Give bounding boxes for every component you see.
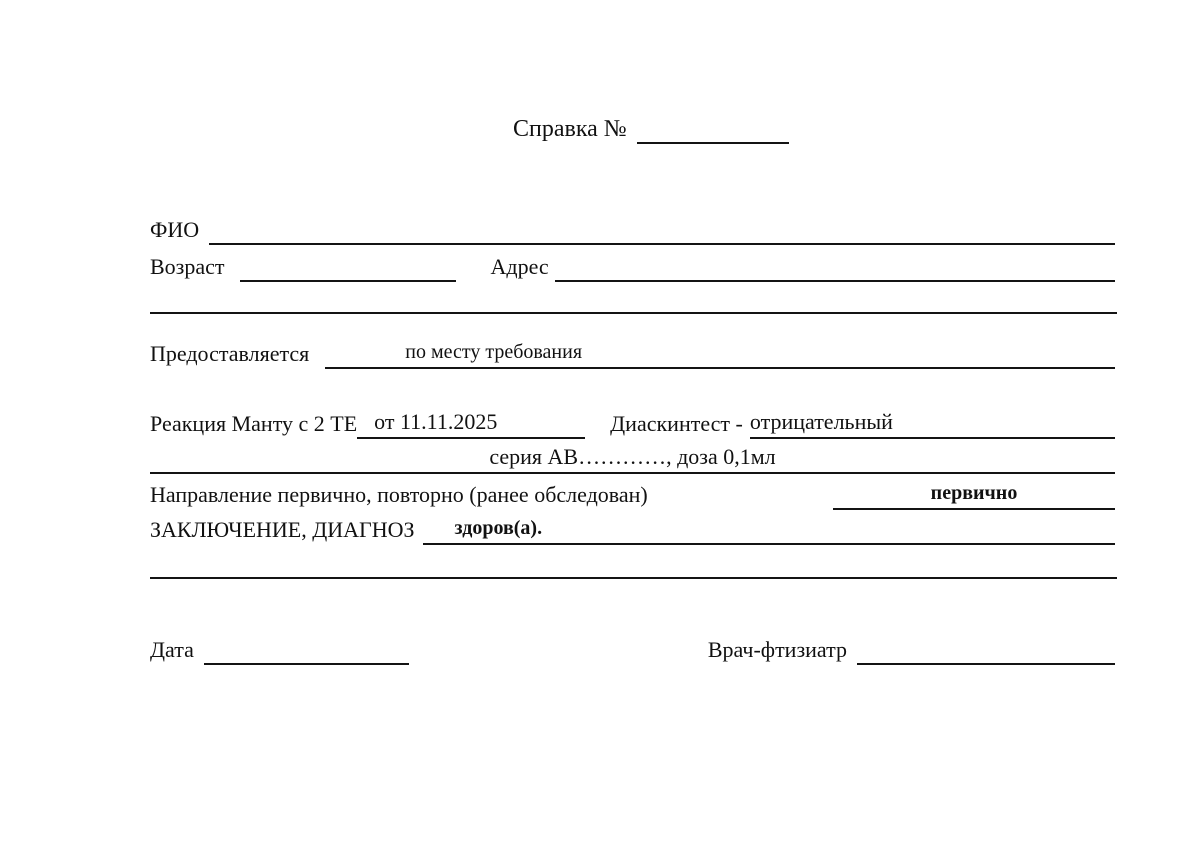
age-address-row xyxy=(150,252,1115,282)
referral-value: первично xyxy=(930,482,1018,504)
referral-line xyxy=(833,477,1115,510)
conclusion-line xyxy=(423,512,1115,545)
age-blank-line xyxy=(240,280,456,282)
doctor-signature-blank-line xyxy=(857,663,1115,665)
referral-label: Направление первично, повторно (ранее обследован) xyxy=(150,482,648,507)
date-blank-line xyxy=(204,663,409,665)
conclusion-continuation-blank-line xyxy=(150,577,1117,579)
series-row xyxy=(150,442,1115,474)
fio-label: ФИО xyxy=(150,217,200,242)
fio-blank-line xyxy=(209,243,1115,245)
referral-row xyxy=(150,477,1115,510)
age-label: Возраст xyxy=(150,254,225,279)
date-label: Дата xyxy=(150,637,194,662)
provided-label: Предоставляется xyxy=(150,341,310,366)
certificate-number-blank-line xyxy=(637,142,789,144)
series-dose-value: серия АВ…………, доза 0,1мл xyxy=(489,444,776,469)
document-title: Справка № xyxy=(513,116,627,142)
provided-value: по месту требования xyxy=(405,341,583,363)
address-blank-line xyxy=(555,280,1115,282)
diaskintest-value: отрицательный xyxy=(749,409,893,434)
mantoux-date-line xyxy=(357,407,585,439)
title-row xyxy=(513,114,789,144)
diaskintest-line xyxy=(750,407,1115,439)
date-doctor-row xyxy=(150,635,1115,665)
mantoux-label: Реакция Манту с 2 ТЕ xyxy=(150,411,358,436)
address-label: Адрес xyxy=(490,254,549,279)
fio-row xyxy=(150,215,1115,245)
series-dose-line xyxy=(150,442,1115,474)
diaskintest-label: Диаскинтест - xyxy=(610,411,743,436)
provided-line xyxy=(325,336,1115,369)
conclusion-row xyxy=(150,512,1115,545)
mantoux-row xyxy=(150,407,1115,439)
provided-row xyxy=(150,336,1115,369)
conclusion-value: здоров(а). xyxy=(454,517,543,539)
doctor-label: Врач-фтизиатр xyxy=(707,637,847,662)
mantoux-date-value: от 11.11.2025 xyxy=(374,409,498,434)
conclusion-label: ЗАКЛЮЧЕНИЕ, ДИАГНОЗ xyxy=(150,517,415,542)
address-continuation-blank-line xyxy=(150,312,1117,314)
